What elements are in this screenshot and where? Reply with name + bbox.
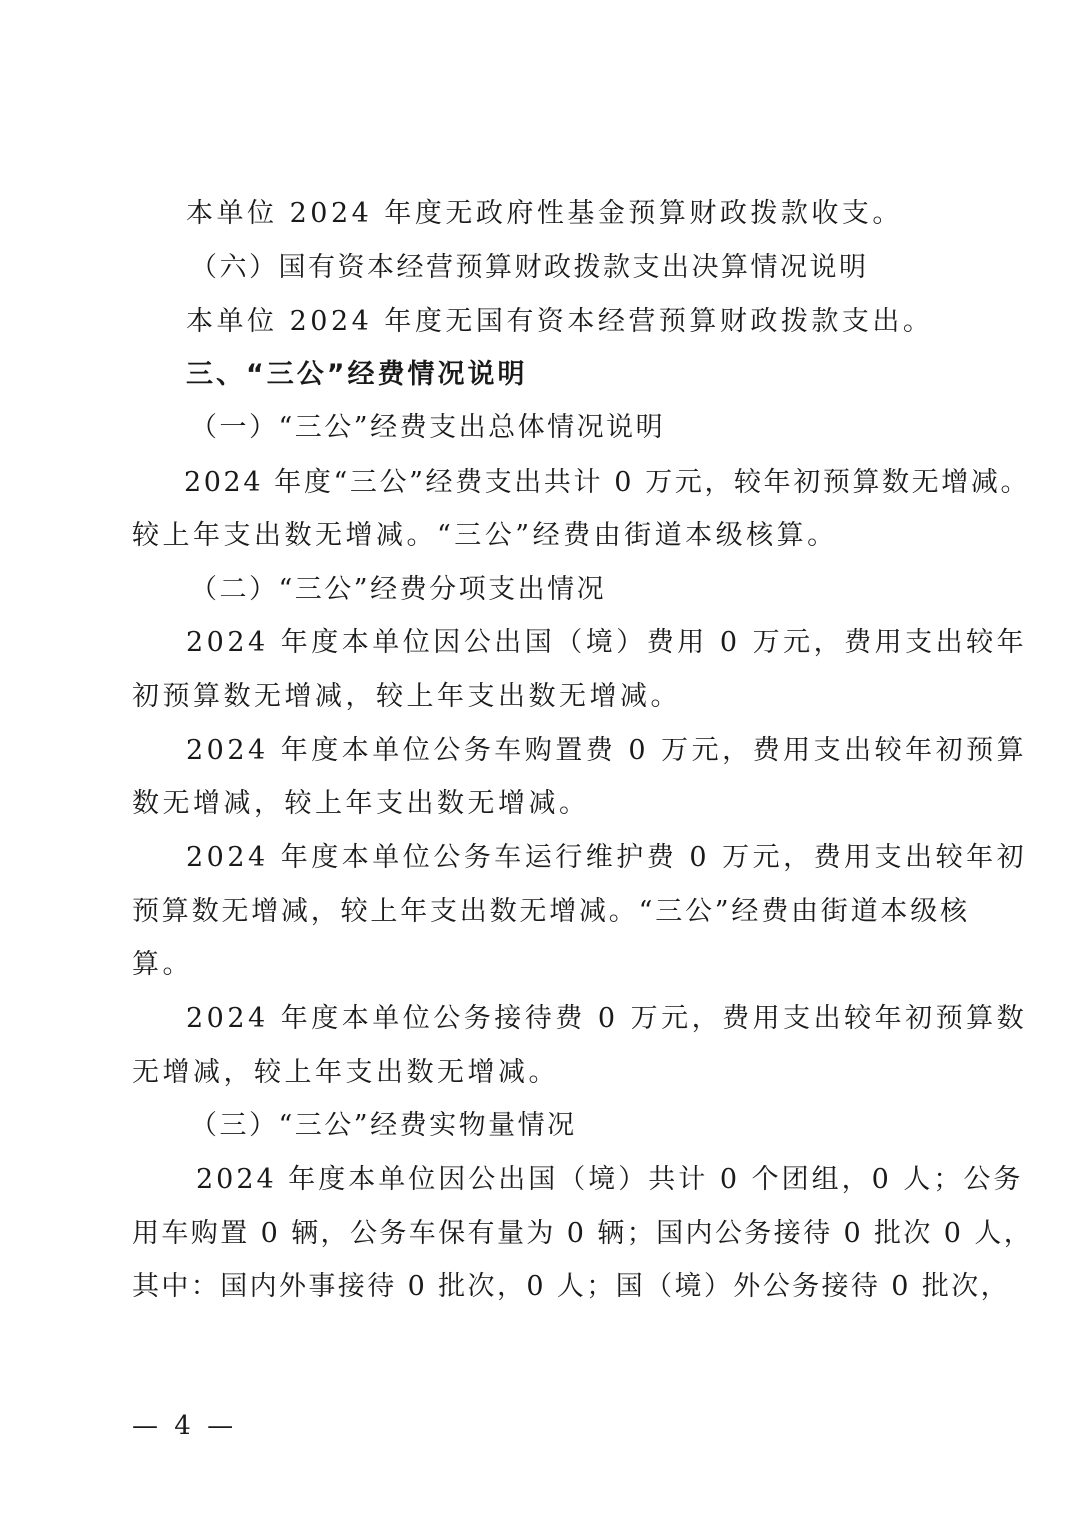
paragraph-line: 算。 [132, 949, 193, 980]
section-heading: 三、“三公”经费情况说明 [186, 359, 528, 390]
paragraph-line: 本单位 2024 年度无国有资本经营预算财政拨款支出。 [186, 306, 934, 337]
section-subheading: （二）“三公”经费分项支出情况 [190, 574, 607, 605]
paragraph-line: 2024 年度“三公”经费支出共计 0 万元，较年初预算数无增减。 [184, 467, 1031, 498]
paragraph-line: 本单位 2024 年度无政府性基金预算财政拨款收支。 [186, 198, 903, 229]
paragraph-line: 2024 年度本单位因公出国（境）费用 0 万元，费用支出较年 [186, 627, 1028, 658]
section-subheading: （六）国有资本经营预算财政拨款支出决算情况说明 [190, 252, 869, 283]
paragraph-line: 2024 年度本单位公务车运行维护费 0 万元，费用支出较年初 [186, 842, 1028, 873]
paragraph-line: 预算数无增减，较上年支出数无增减。“三公”经费由街道本级核 [132, 896, 970, 927]
paragraph-line: 2024 年度本单位公务车购置费 0 万元，费用支出较年初预算 [186, 735, 1028, 766]
paragraph-line: 2024 年度本单位公务接待费 0 万元，费用支出较年初预算数 [186, 1003, 1028, 1034]
paragraph-line: 2024 年度本单位因公出国（境）共计 0 个团组，0 人；公务 [196, 1164, 1024, 1195]
paragraph-line: 初预算数无增减，较上年支出数无增减。 [132, 681, 681, 712]
paragraph-line: 其中：国内外事接待 0 批次，0 人；国（境）外公务接待 0 批次， [132, 1271, 1011, 1302]
page-number: — 4 — [132, 1411, 238, 1441]
paragraph-line: 无增减，较上年支出数无增减。 [132, 1057, 559, 1088]
paragraph-line: 较上年支出数无增减。“三公”经费由街道本级核算。 [132, 520, 838, 551]
paragraph-line: 用车购置 0 辆，公务车保有量为 0 辆；国内公务接待 0 批次 0 人， [132, 1218, 1034, 1249]
section-subheading: （一）“三公”经费支出总体情况说明 [190, 412, 666, 443]
paragraph-line: 数无增减，较上年支出数无增减。 [132, 788, 590, 819]
section-subheading: （三）“三公”经费实物量情况 [190, 1110, 577, 1141]
